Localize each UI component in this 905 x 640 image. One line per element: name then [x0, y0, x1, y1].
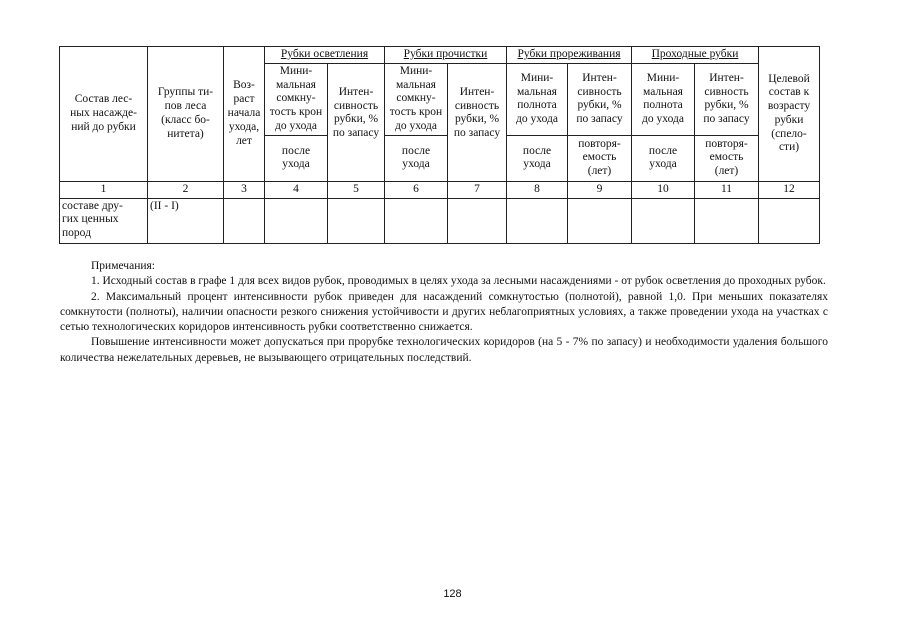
header-after-care-osvetlenie: после ухода — [265, 135, 328, 181]
column-number: 6 — [385, 181, 448, 198]
header-forest-type-group: Группы ти- пов леса (класс бо- нитета) — [148, 47, 224, 182]
header-group-prochistki: Рубки прочистки — [385, 47, 507, 64]
cell-empty — [265, 198, 328, 243]
header-stand-composition: Состав лес- ных насажде- ний до рубки — [60, 47, 148, 182]
cell-empty — [385, 198, 448, 243]
header-min-closure-osvetlenie: Мини- мальная сомкну- тость крон до ухода — [265, 63, 328, 135]
table-row — [60, 198, 820, 243]
cell-forest-type-group: (II - I) — [148, 198, 224, 243]
column-number: 1 — [60, 181, 148, 198]
cell-empty — [695, 198, 759, 243]
cell-empty — [448, 198, 507, 243]
note-3: Повышение интенсивности может допускаться при прорубке технологических коридоров (на 5 - 7% по запасу) и необходимости удаления большого количества нежелательных деревьев, не вызывающего отрицательных последствий. — [60, 336, 828, 364]
header-min-closure-prochistki: Мини- мальная сомкну- тость крон до ухода — [385, 63, 448, 135]
header-intensity-prochistki: Интен- сивность рубки, % по запасу — [448, 63, 507, 181]
header-care-start-age: Воз- раст начала ухода, лет — [224, 47, 265, 182]
cell-empty — [328, 198, 385, 243]
column-number: 4 — [265, 181, 328, 198]
column-number-row — [60, 181, 820, 198]
notes-section — [60, 259, 828, 366]
column-number: 12 — [759, 181, 820, 198]
cell-empty — [224, 198, 265, 243]
header-after-care-prorezhivanie: после ухода — [507, 135, 568, 181]
note-2: 2. Максимальный процент интенсивности рубок приведен для насаждений сомкнутостью (полнотой), равной 1,0. При меньших показателях сомкнутости (полноты), наличии опасности резкого снижения устойчивости и других неблагоприятных условиях, а также проведении ухода на участках с сетью технологических коридоров интенсивность рубки соответственно снижается. — [60, 290, 828, 334]
header-min-density-prorezhivanie: Мини- мальная полнота до ухода — [507, 63, 568, 135]
column-number: 9 — [568, 181, 632, 198]
cell-stand-composition: составе дру- гих ценных пород — [60, 198, 148, 243]
header-intensity-prohodnye: Интен- сивность рубки, % по запасу — [695, 63, 759, 135]
header-target-composition: Целевой состав к возрасту рубки (спело- сти) — [759, 47, 820, 182]
notes-title: Примечания: — [91, 260, 155, 272]
header-after-care-prohodnye: после ухода — [632, 135, 695, 181]
header-repeatability-prohodnye: повторя- емость (лет) — [695, 135, 759, 181]
column-number: 2 — [148, 181, 224, 198]
column-number: 8 — [507, 181, 568, 198]
header-after-care-prochistki: после ухода — [385, 135, 448, 181]
header-group-osvetlenie: Рубки осветления — [265, 47, 385, 64]
column-number: 10 — [632, 181, 695, 198]
cell-empty — [568, 198, 632, 243]
column-number: 7 — [448, 181, 507, 198]
cell-empty — [632, 198, 695, 243]
column-number: 5 — [328, 181, 385, 198]
cell-empty — [507, 198, 568, 243]
header-repeatability-prorezhivanie: повторя- емость (лет) — [568, 135, 632, 181]
column-number: 3 — [224, 181, 265, 198]
header-min-density-prohodnye: Мини- мальная полнота до ухода — [632, 63, 695, 135]
forest-care-table — [59, 46, 820, 244]
cell-empty — [759, 198, 820, 243]
header-intensity-osvetlenie: Интен- сивность рубки, % по запасу — [328, 63, 385, 181]
column-number: 11 — [695, 181, 759, 198]
header-group-prohodnye: Проходные рубки — [632, 47, 759, 64]
note-1: 1. Исходный состав в графе 1 для всех видов рубок, проводимых в целях ухода за лесными насаждениями - от рубок осветления до проходных рубок. — [91, 275, 826, 288]
page-number: 128 — [443, 588, 462, 600]
header-intensity-prorezhivanie: Интен- сивность рубки, % по запасу — [568, 63, 632, 135]
header-group-prorezhivanie: Рубки прореживания — [507, 47, 632, 64]
